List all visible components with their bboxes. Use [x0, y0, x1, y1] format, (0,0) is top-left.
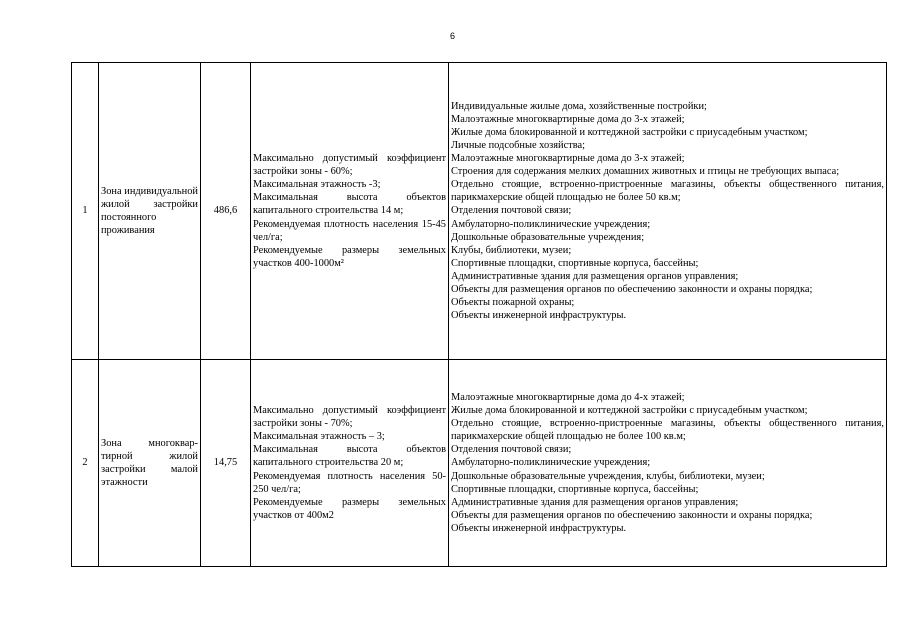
parameter-item: Рекомендуемая плотность населения 50-250 чел/га;: [253, 470, 446, 495]
use-item: Объекты инженерной инфраструктуры.: [451, 309, 627, 321]
parameter-item: Рекомендуемые размеры земельных участков от 400м2: [253, 496, 446, 521]
use-item: Спортивные площадки, спортивные корпуса, бассейны;: [451, 257, 699, 269]
use-item: Амбулаторно-поликлинические учреждения;: [451, 457, 651, 469]
zone-area: 14,75: [201, 360, 251, 567]
table-row: [72, 63, 887, 360]
use-item: Объекты для размещения органов по обеспечению законности и охраны порядка;: [451, 509, 813, 521]
parameter-item: Максимально допустимый коэффициент застройки зоны - 70%;: [253, 405, 446, 430]
row-number: 2: [72, 360, 99, 567]
use-item: Административные здания для размещения органов управления;: [451, 270, 739, 282]
use-item: Дошкольные образовательные учреждения, клубы, библиотеки, музеи;: [451, 470, 765, 482]
use-item: Индивидуальные жилые дома, хозяйственные постройки;: [451, 101, 707, 113]
page-number: 6: [449, 31, 455, 41]
use-item: Объекты пожарной охраны;: [451, 296, 575, 308]
use-item: Объекты инженерной инфраструктуры.: [451, 522, 627, 534]
use-item: Объекты для размещения органов по обеспечению законности и охраны порядка;: [451, 283, 813, 295]
zone-parameters: [251, 360, 449, 567]
zone-parameters: [251, 63, 449, 360]
use-item: Спортивные площадки, спортивные корпуса, бассейны;: [451, 483, 699, 495]
use-item: Клубы, библиотеки, музеи;: [451, 244, 572, 256]
use-item: Амбулаторно-поликлинические учреждения;: [451, 218, 651, 230]
use-item: Административные здания для размещения органов управления;: [451, 496, 739, 508]
use-item: Малоэтажные многоквартирные дома до 4-х этажей;: [451, 392, 685, 404]
zone-name: Зона многоквартирной жилой застройки малой этажности: [99, 360, 201, 567]
parameter-item: Максимально допустимый коэффициент застройки зоны - 60%;: [253, 153, 446, 178]
permitted-uses: [449, 360, 887, 567]
parameter-item: Максимальная высота объектов капитального строительства 14 м;: [253, 192, 446, 217]
permitted-uses: [449, 63, 887, 360]
use-item: Жилые дома блокированной и коттеджной застройки с приусадебным участком;: [451, 127, 808, 139]
zone-area: 486,6: [201, 63, 251, 360]
use-item: Отдельно стоящие, встроенно-пристроенные магазины, объекты общественного питания, парикмахерские общей площадью не более 100 кв.м;: [451, 418, 884, 443]
use-item: Отделения почтовой связи;: [451, 205, 572, 217]
parameter-item: Рекомендуемая плотность населения 15-45 чел/га;: [253, 218, 446, 243]
parameter-item: Максимальная высота объектов капитального строительства 20 м;: [253, 444, 446, 469]
parameter-item: Рекомендуемые размеры земельных участков 400-1000м²: [253, 244, 446, 269]
row-number: 1: [72, 63, 99, 360]
parameter-item: Максимальная этажность – 3;: [253, 431, 385, 443]
use-item: Отдельно стоящие, встроенно-пристроенные магазины, объекты общественного питания, парикмахерские общей площадью не более 50 кв.м;: [451, 179, 884, 204]
zones-table: [71, 62, 887, 567]
use-item: Личные подсобные хозяйства;: [451, 140, 586, 152]
use-item: Строения для содержания мелких домашних животных и птицы не требующих выпаса;: [451, 166, 840, 178]
use-item: Малоэтажные многоквартирные дома до 3-х этажей;: [451, 114, 685, 126]
use-item: Жилые дома блокированной и коттеджной застройки с приусадебным участком;: [451, 405, 808, 417]
use-item: Дошкольные образовательные учреждения;: [451, 231, 645, 243]
parameter-item: Максимальная этажность -3;: [253, 179, 381, 191]
table-row: [72, 360, 887, 567]
use-item: Малоэтажные многоквартирные дома до 3-х этажей;: [451, 153, 685, 165]
zone-name: Зона индивидуальной жилой застройки постоянного проживания: [99, 63, 201, 360]
use-item: Отделения почтовой связи;: [451, 444, 572, 456]
